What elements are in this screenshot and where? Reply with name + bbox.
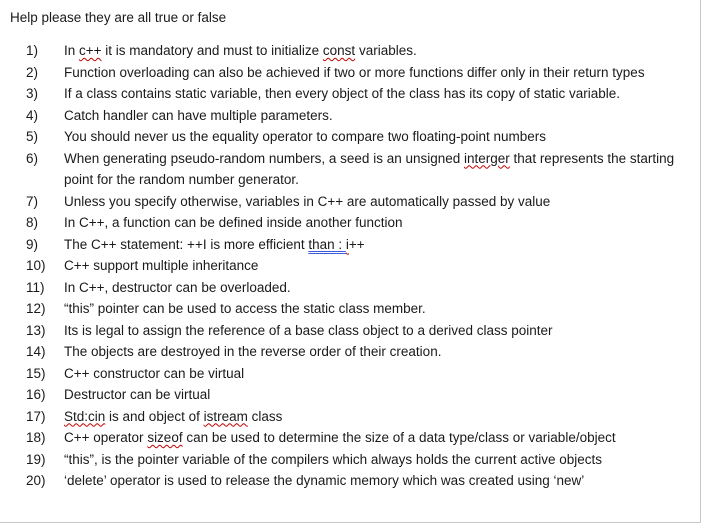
spelling-flagged-word: Std:cin [64,408,106,424]
question-text-segment: Unless you specify otherwise, variables in C++ are automatically passed by value [64,193,551,209]
question-number: 6) [26,150,39,166]
spelling-flagged-word: const [322,43,356,58]
question-number: 13) [26,322,46,338]
question-item [0,298,701,320]
question-number: 8) [26,215,39,230]
question-text [64,255,693,277]
question-text [64,470,693,492]
question-text-segment: that represents the starting point for the random number generator. [64,150,675,187]
question-text [64,341,693,363]
question-item [0,62,701,84]
question-text [64,363,693,385]
spelling-flagged-word: istream [203,408,248,424]
question-item [0,427,701,449]
spelling-flagged-word: c++ [79,43,102,58]
question-number: 2) [26,64,39,80]
question-item [0,363,701,385]
question-item [0,384,701,406]
question-number: 7) [26,193,39,209]
question-item [0,191,701,213]
question-number: 12) [26,301,46,316]
question-text-segment: “this”, is the pointer variable of the compilers which always holds the current active objects [64,451,602,467]
spelling-flagged-word: i [345,236,349,252]
question-item [0,449,701,471]
question-text-segment: Function overloading can also be achieved if two or more functions differ only in their return types [64,64,645,80]
question-number: 4) [26,107,39,123]
question-list [0,40,701,492]
question-item [0,255,701,277]
question-text-segment: The objects are destroyed in the reverse order of their creation. [64,344,442,359]
question-number: 17) [26,408,46,424]
question-text-segment: When generating pseudo-random numbers, a seed is an unsigned [64,150,465,166]
question-text-segment: You should never us the equality operator to compare two floating-point numbers [64,129,547,144]
question-number: 1) [26,43,39,58]
question-text-segment: ++ [348,236,365,252]
question-text-segment: it is mandatory and must to initialize [101,43,323,58]
question-text-segment: Its is legal to assign the reference of a base class object to a derived class pointer [64,322,553,338]
question-item [0,234,701,256]
spelling-flagged-word: sizeof [147,430,183,445]
question-text [64,427,693,449]
question-text-segment: The C++ statement: ++I is more efficient [64,236,309,252]
question-text [64,449,693,471]
question-number: 14) [26,344,46,359]
question-item [0,212,701,234]
question-text [64,105,693,127]
question-text [64,234,693,256]
question-text [64,62,693,84]
question-number: 5) [26,129,39,144]
question-text-segment: In C++, a function can be defined inside another function [64,215,403,230]
question-text [64,406,693,428]
spelling-flagged-word: interger [464,150,510,166]
question-item [0,341,701,363]
question-text-segment: Destructor can be virtual [64,387,211,402]
question-number: 20) [26,473,46,488]
question-text [64,212,693,234]
question-text [64,191,693,213]
document-heading: Help please they are all true or false [10,10,227,25]
question-text [64,83,693,105]
question-text [64,384,693,406]
question-text-segment: ‘delete’ operator is used to release the dynamic memory which was created using ‘new’ [64,473,585,488]
question-item [0,126,701,148]
question-text-segment: In [64,43,80,58]
question-text [64,40,693,62]
question-text-segment: In C++, destructor can be overloaded. [64,279,291,295]
question-text [64,320,693,342]
question-number: 11) [26,279,45,295]
question-text [64,298,693,320]
question-number: 10) [26,258,46,273]
question-text-segment: If a class contains static variable, then every object of the class has its copy of static variable. [64,86,621,101]
question-text-segment: C++ operator [64,430,148,445]
question-item [0,83,701,105]
question-item [0,105,701,127]
question-text-segment: variables. [355,43,417,58]
question-number: 15) [26,365,46,381]
question-item [0,470,701,492]
grammar-flagged-phrase: than : [308,236,346,252]
question-item [0,148,701,191]
question-text-segment: “this” pointer can be used to access the static class member. [64,301,426,316]
question-item [0,40,701,62]
question-text-segment: C++ support multiple inheritance [64,258,259,273]
question-text-segment: is and object of [105,408,204,424]
question-text [64,277,693,299]
question-item [0,277,701,299]
question-text [64,126,693,148]
question-text-segment: Catch handler can have multiple parameters. [64,107,333,123]
question-number: 3) [26,86,39,101]
question-item [0,406,701,428]
question-text-segment: class [247,408,283,424]
question-text-segment: C++ constructor can be virtual [64,365,245,381]
question-number: 9) [26,236,39,252]
question-item [0,320,701,342]
question-number: 16) [26,387,46,402]
question-text [64,148,693,191]
question-number: 18) [26,430,46,445]
question-number: 19) [26,451,46,467]
question-text-segment: can be used to determine the size of a data type/class or variable/object [182,430,616,445]
